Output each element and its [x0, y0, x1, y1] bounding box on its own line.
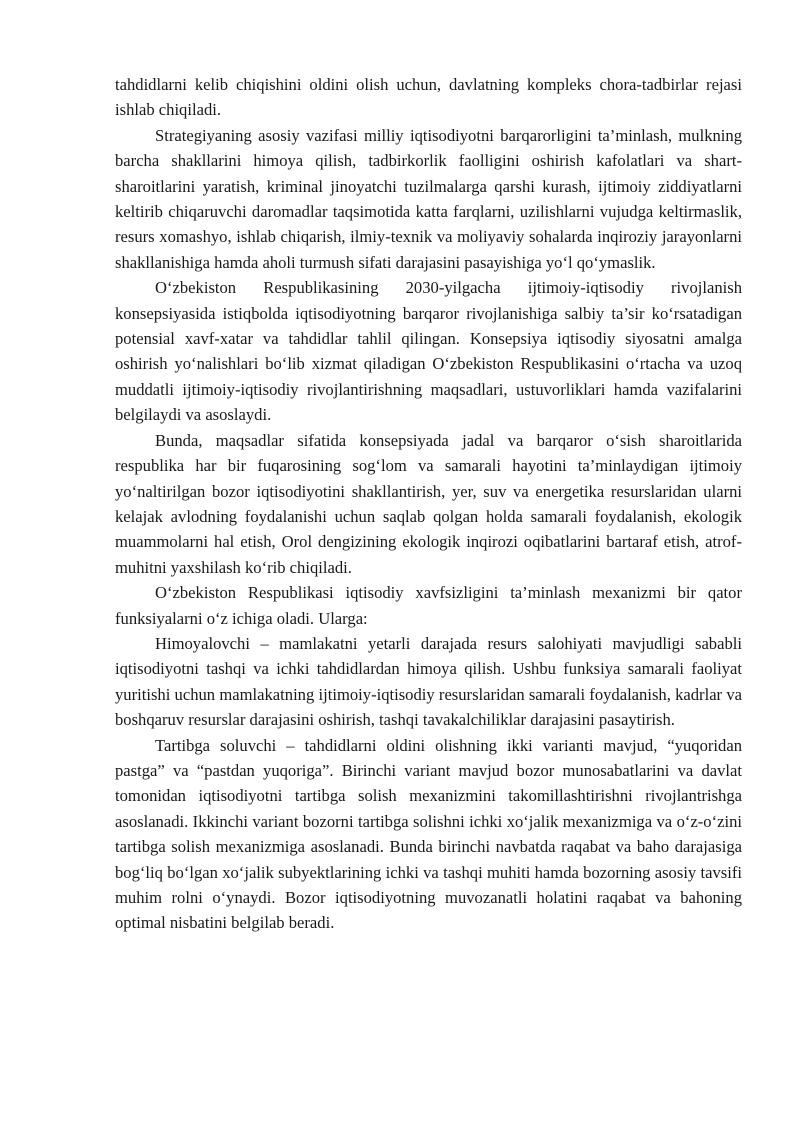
paragraph-continuation: tahdidlarni kelib chiqishini oldini olish uchun, davlatning kompleks chora-tadbirlar rejasi ishlab chiqiladi.	[115, 75, 742, 120]
paragraph-regulatory-function: Tartibga soluvchi – tahdidlarni oldini olishning ikki varianti mavjud, “yuqoridan pastga” va “pastdan yuqoriga”. Birinchi variant mavjud bozor munosabatlarini va davlat tomonidan iqtisodiyotni tartibga solish mexanizmini takomillashtirishni rivojlantrishga asoslanadi. Ikkinchi variant bozorni tartibga solishni ichki xo‘jalik mexanizmiga va o‘z-o‘zini tartibga solish mexanizmiga asoslanadi. Bunda birinchi navbatda raqabat va baho darajasiga bog‘liq bo‘lgan xo‘jalik subyektlarining ichki va tashqi muhiti hamda bozorning asosiy tavsifi muhim rolni o‘ynaydi. Bozor iqtisodiyotning muvozanatli holatini raqabat va bahoning optimal nisbatini belgilab beradi.	[115, 735, 742, 933]
paragraph-concept-2030: O‘zbekiston Respublikasining 2030-yilgacha ijtimoiy-iqtisodiy rivojlanish konsepsiyasida istiqbolda iqtisodiyotning barqaror rivojlanishiga salbiy ta’sir ko‘rsatadigan potensial xavf-xatar va tahdidlar tahlil qilingan. Konsepsiya iqtisodiy siyosatni amalga oshirish yo‘nalishlari bo‘lib xizmat qiladigan O‘zbekiston Respublikasini o‘rtacha va uzoq muddatli ijtimoiy-iqtisodiy rivojlantirishning maqsadlari, ustuvorliklari hamda vazifalarini belgilaydi va asoslaydi.	[115, 278, 742, 425]
paragraph-protective-function: Himoyalovchi – mamlakatni yetarli darajada resurs salohiyati mavjudligi sababli iqtisodiyotni tashqi va ichki tahdidlardan himoya qilish. Ushbu funksiya samarali faoliyat yuritishi uchun mamlakatning ijtimoiy-iqtisodiy resurslaridan samarali foydalanish, kadrlar va boshqaruv resurslar darajasini oshirish, tashqi tavakalchiliklar darajasini pasaytirish.	[115, 633, 742, 730]
document-page	[115, 72, 742, 936]
paragraph-strategy-tasks: Strategiyaning asosiy vazifasi milliy iqtisodiyotni barqarorligini ta’minlash, mulkning barcha shakllarini himoya qilish, tadbirkorlik faolligini oshirish kafolatlari va shart-sharoitlarini yaratish, kriminal jinoyatchi tuzilmalarga qarshi kurash, ijtimoiy ziddiyatlarni keltirib chiqaruvchi daromadlar taqsimotida katta farqlarni, uzilishlarni vujudga keltirmaslik, resurs xomashyo, ishlab chiqarish, ilmiy-texnik va moliyaviy sohalarda inqiroziy jarayonlarni shakllanishiga hamda aholi turmush sifati darajasini pasayishiga yo‘l qo‘ymaslik.	[115, 125, 742, 272]
paragraph-goals: Bunda, maqsadlar sifatida konsepsiyada jadal va barqaror o‘sish sharoitlarida respublika har bir fuqarosining sog‘lom va samarali hayotini ta’minlaydigan ijtimoiy yo‘naltirilgan bozor iqtisodiyotini shakllantirish, yer, suv va energetika resurslaridan ularni kelajak avlodning foydalanishi uchun saqlab qolgan holda samarali foydalanish, ekologik muammolarni hal etish, Orol dengizining ekologik inqirozi oqibatlarini bartaraf etish, atrof-muhitni yaxshilash ko‘rib chiqiladi.	[115, 430, 742, 577]
paragraph-mechanism-functions: O‘zbekiston Respublikasi iqtisodiy xavfsizligini ta’minlash mexanizmi bir qator funksiyalarni o‘z ichiga oladi. Ularga:	[115, 583, 742, 628]
